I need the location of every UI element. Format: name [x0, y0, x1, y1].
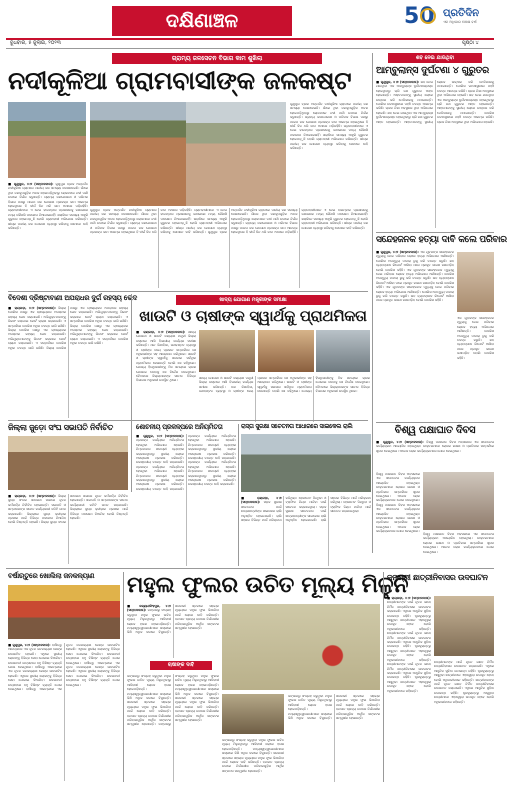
story1-side-cols	[290, 102, 368, 206]
story-right2-body	[376, 250, 454, 418]
story-bottom-center-body-3	[288, 694, 380, 782]
logo-text: ପ୍ରତିଦିନ	[443, 8, 479, 19]
story-bottom-center-body	[127, 604, 219, 658]
story1-photo-dry-field	[90, 102, 186, 206]
masthead-rule-bottom	[6, 48, 494, 49]
story-left2-text-2: ଜିଲ୍ଲା ପୋଲିସ ପକ୍ଷରୁ ଏକ ଚାଞ୍ଚଲ୍ୟକର ଅପରାଧର ରହସ୍ୟ ଭେଦ କରାଯାଇଛି। ଅଭିଯୁକ୍ତମାନଙ୍କୁ ଗିରଫ କରାଯାଇ କୋର୍ଟ ଚାଲାଣ କରାଯାଇଛି। ଏ ସମ୍ପର୍କରେ ପୋଲିସ ଅଧିକ ତଦନ୍ତ ଜାରି ରଖିଛି।	[8, 328, 66, 350]
story-c2-byline: ■ ଗୁଣୁପୁର, ୪।୭ (ସମ୍ବାଦଦାତା):	[136, 434, 184, 438]
story-left2-byline: ■ ରାୟଗଡ଼ା, ୪।୭ (ସମ୍ବାଦଦାତା):	[8, 306, 59, 310]
story-right1-text-3: ଶବ ନେଇ ଯାଉଥିବା ଏକ ଆମ୍ବୁଲାନ୍ସ ଦୁର୍ଘଟଣାଗ୍ରସ୍ତ ହୋଇଥିବାରୁ ଚାରି ଜଣ ଗୁରୁତର ଆହତ ହୋଇଛନ୍ତି। ଆହତମାନଙ୍କୁ ସ୍ଥାନୀୟ ଲୋକେ ଉଦ୍ଧାର କରି ମେଡିକାଲକୁ ପଠାଇଛନ୍ତି। ପୋଲିସ ଘଟଣାସ୍ଥଳରେ ପହଞ୍ଚି ତଦନ୍ତ ଆରମ୍ଭ କରିଛି। ଚାଳକ ନିଶା ଅବସ୍ଥାରେ ଥିବା ଅଭିଯୋଗ ହୋଇଛି।	[437, 93, 494, 124]
masthead-rule	[6, 38, 494, 40]
story-bottom-center-text-2: ଜଙ୍ଗଲରୁ ସଂଗ୍ରହ କରୁଥିବା ମହୁଲ ଫୁଲର ଉଚିତ ମୂଲ୍ୟ ମିଳୁନଥିବାରୁ ଆଦିବାସୀ ଲୋକେ ହତାଶ ହୋଇପଡ଼ିଛନ୍ତି। ମଧ୍ୟସ୍ୱତ୍ୱଭୋଗୀମାନେ ଶସ୍ତାରେ କିଣି ଅଧିକ ଦରରେ ବିକୁଛନ୍ତି। ସରକାରୀ ସ୍ତରରେ ସହାୟକ ମୂଲ୍ୟରେ ମହୁଲ ଫୁଲ କିଣାଯିବା ପାଇଁ ଲୋକେ ଦାବି କରିଛନ୍ତି। ବନଜାତ ଦ୍ରବ୍ୟ ଉପରେ ନିର୍ଭରଶୀଳ ପରିବାରଗୁଡ଼ିକ ଆର୍ଥିକ ସଙ୍କଟର ସମ୍ମୁଖୀନ ହେଉଛନ୍ତି।	[127, 674, 171, 727]
story-right1-headline: ଆମ୍ବୁଲାନ୍ସ ଦୁର୍ଘଟଣା ୪ ଗୁରୁତର	[376, 65, 489, 76]
story-center-photo-2	[258, 330, 314, 372]
story-c2-text-3: ପ୍ରକଳ୍ପ କାର୍ଯ୍ୟରେ ଅନିୟମିତତା ହେଉଥିବା ଅଭିଯୋଗ ହୋଇଛି। ନିମ୍ନମାନର ସାମଗ୍ରୀ ବ୍ୟବହାର କରାଯାଉଥିବାରୁ ସ୍ଥାନୀୟ ଲୋକେ ଅସନ୍ତୋଷ ପ୍ରକାଶ କରିଛନ୍ତି। ଉଚ୍ଚସ୍ତରୀୟ ତଦନ୍ତ ଦାବି କରାଯାଇଛି।	[188, 434, 236, 461]
story1-photo-landscape	[8, 102, 86, 178]
story-bottom-left-text-3: ବର୍ଷାଋତୁ ଆରମ୍ଭରେ ଏକ ନୂତନ ଜନକଳ୍ୟାଣ କେନ୍ଦ୍ର ଉଦଘାଟିତ ହୋଇଛି। ଏଥିରେ ସ୍ଥାନୀୟ ଲୋକଙ୍କୁ ବିଭିନ୍ନ ସେବା ଯୋଗାଇ ଦିଆଯିବ। ଉଦଘାଟନୀ ଉତ୍ସବରେ ବହୁ ବିଶିଷ୍ଟ ବ୍ୟକ୍ତି ଯୋଗ ଦେଇଥିଲେ।	[26, 643, 120, 692]
story-right1-text: ଶବ ନେଇ ଯାଉଥିବା ଏକ ଆମ୍ବୁଲାନ୍ସ ଦୁର୍ଘଟଣାଗ୍ରସ୍ତ ହୋଇଥିବାରୁ ଚାରି ଜଣ ଗୁରୁତର ଆହତ ହୋଇଛନ୍ତି। ଆହତମାନଙ୍କୁ ସ୍ଥାନୀୟ ଲୋକେ ଉଦ୍ଧାର କରି ମେଡିକାଲକୁ ପଠାଇଛନ୍ତି। ପୋଲିସ ଘଟଣାସ୍ଥଳରେ ପହଞ୍ଚି ତଦନ୍ତ ଆରମ୍ଭ କରିଛି। ଚାଳକ ନିଶା ଅବସ୍ଥାରେ ଥିବା ଅଭିଯୋଗ ହୋଇଛି।	[376, 80, 433, 115]
story1-body-continued: ଗୁଣୁପୁର ବ୍ଲକ ଅନ୍ତର୍ଗତ ନଦୀକୂଳିଆ ଗ୍ରାମରେ ପାନୀୟ ଜଳ ସମସ୍ୟା ଦେଖାଦେଇଛି। ଗାଁରେ ଥିବା ନଳକୂପଗୁଡ଼ିକ ଅଚଳ ହୋଇପଡ଼ିଥିବାରୁ ଲୋକମାନେ ନଦୀ ପାଣି ଉପରେ ନିର୍ଭର କରୁଛନ୍ତି। ଗ୍ରାମ୍ୟ ଜଳଯୋଗାଣ ଓ ପରିମଳ ବିଭାଗ ପକ୍ଷରୁ ପାଇପ ଜଳ ଯୋଗାଣ ପ୍ରକଳ୍ପ କାମ ଆରମ୍ଭ ହୋଇଥିଲେ ବି ଦୀର୍ଘ ଦିନ ଧରି କାମ ଅଧାରେ ପଡ଼ିରହିଛି। ଗ୍ରାମବାସୀମାନେ ଏ ନେଇ ବାରମ୍ବାର ପ୍ରଶାସନକୁ ଜଣାଇଲେ ମଧ୍ୟ କୌଣସି ପଦକ୍ଷେପ ନିଆଯାଇନାହିଁ। ଖରାଦିନେ ସମସ୍ୟା ଆହୁରି ଗୁରୁତର ହୋଇପଡ଼ୁଛି ବୋଲି ଗ୍ରାମବାସୀ ଅଭିଯୋଗ କରିଛନ୍ତି। ଶୀଘ୍ର ପାନୀୟ ଜଳ ଯୋଗାଣ ବ୍ୟବସ୍ଥା କରିବାକୁ ସେମାନେ ଦାବି କରିଛନ୍ତି।	[90, 208, 227, 235]
story-right2-side-text: ଏକ ଯୁବକଙ୍କ ସନ୍ଦେହଜନକ ମୃତ୍ୟୁକୁ ନେଇ ପରିବାର ଲୋକେ ହତ୍ୟା ଅଭିଯୋଗ ଆଣିଛନ୍ତି। ପୋଲିସ ଅପମୃତ୍ୟୁ ମାମଲା ରୁଜୁ କରି ତଦନ୍ତ କରୁଛି। ଶବ ବ୍ୟବଚ୍ଛେଦ ରିପୋର୍ଟ ଆସିବା ପରେ ପ୍ରକୃତ କାରଣ ଜଣାପଡ଼ିବ ବୋଲି ପୋଲିସ କହିଛି।	[457, 316, 494, 360]
c2-c3-divider	[238, 424, 239, 566]
story-bottom-right-text-4: ଛାତ୍ରୀମାନଙ୍କ ପାଇଁ ନୂତନ ଭାବେ ନିର୍ମିତ ଛାତ୍ରୀନିବାସର ଉଦଘାଟନ କରାଯାଇଛି। ଏଥିରେ ଆଧୁନିକ ସୁବିଧା ଉପଲବ୍ଧ ରହିଛି। ଦୂରଦୂରାନ୍ତରୁ ଆସୁଥିବା ଛାତ୍ରୀମାନେ ଏହାଦ୍ୱାରା ଉପକୃତ ହେବେ ବୋଲି ଅଧିକାରୀମାନେ କହିଛନ୍ତି।	[434, 660, 494, 682]
story-bottom-center-body-2	[127, 674, 219, 782]
story-center-photo-1	[199, 330, 255, 372]
story-right1-body	[376, 80, 494, 228]
story-bottom-right-byline: ■ ରାୟଗଡ଼ା, ୪।୭ (ସମ୍ବାଦଦାତା):	[387, 596, 431, 600]
story-right3-text-3: ବିଶ୍ୱ ପକ୍ଷାଘାତ ଦିବସ ଅବସରରେ ଏକ ସଚେତନତା କାର୍ଯ୍ୟକ୍ରମ ଆୟୋଜିତ ହୋଇଥିଲା। ଡାକ୍ତରମାନେ ରୋଗର ଲକ୍ଷଣ ଓ ପ୍ରତିକାର ସମ୍ପର୍କରେ ସୂଚନା ଦେଇଥିଲେ। ଅନେକ ଲୋକ କାର୍ଯ୍ୟକ୍ରମରେ ଯୋଗ ଦେଇଥିଲେ।	[376, 502, 420, 534]
story-left2-text-3: ଜିଲ୍ଲା ପୋଲିସ ପକ୍ଷରୁ ଏକ ଚାଞ୍ଚଲ୍ୟକର ଅପରାଧର ରହସ୍ୟ ଭେଦ କରାଯାଇଛି। ଅଭିଯୁକ୍ତମାନଙ୍କୁ ଗିରଫ କରାଯାଇ କୋର୍ଟ ଚାଲାଣ କରାଯାଇଛି। ଏ ସମ୍ପର୍କରେ ପୋଲିସ ଅଧିକ ତଦନ୍ତ ଜାରି ରଖିଛି।	[46, 306, 128, 350]
story-bottom-left-text-2: ବର୍ଷାଋତୁ ଆରମ୍ଭରେ ଏକ ନୂତନ ଜନକଳ୍ୟାଣ କେନ୍ଦ୍ର ଉଦଘାଟିତ ହୋଇଛି। ଏଥିରେ ସ୍ଥାନୀୟ ଲୋକଙ୍କୁ ବିଭିନ୍ନ ସେବା ଯୋଗାଇ ଦିଆଯିବ। ଉଦଘାଟନୀ ଉତ୍ସବରେ ବହୁ ବିଶିଷ୍ଟ ବ୍ୟକ୍ତି ଯୋଗ ଦେଇଥିଲେ।	[8, 665, 62, 692]
story1-kicker: ଗ୍ରାମ୍ୟ ଜଳସେଚନ ବିଭାଗ କାମ ଶୁଖିଲା	[112, 53, 322, 64]
right1-rule	[376, 232, 494, 233]
story-center-photo-3	[316, 330, 370, 372]
story1-photo-tank	[186, 102, 286, 206]
story1-body-text: ଗୁଣୁପୁର ବ୍ଲକ ଅନ୍ତର୍ଗତ ନଦୀକୂଳିଆ ଗ୍ରାମରେ ପାନୀୟ ଜଳ ସମସ୍ୟା ଦେଖାଦେଇଛି। ଗାଁରେ ଥିବା ନଳକୂପଗୁଡ଼ିକ ଅଚଳ ହୋଇପଡ଼ିଥିବାରୁ ଲୋକମାନେ ନଦୀ ପାଣି ଉପରେ ନିର୍ଭର କରୁଛନ୍ତି। ଗ୍ରାମ୍ୟ ଜଳଯୋଗାଣ ଓ ପରିମଳ ବିଭାଗ ପକ୍ଷରୁ ପାଇପ ଜଳ ଯୋଗାଣ ପ୍ରକଳ୍ପ କାମ ଆରମ୍ଭ ହୋଇଥିଲେ ବି ଦୀର୍ଘ ଦିନ ଧରି କାମ ଅଧାରେ ପଡ଼ିରହିଛି। ଗ୍ରାମବାସୀମାନେ ଏ ନେଇ ବାରମ୍ବାର ପ୍ରଶାସନକୁ ଜଣାଇଲେ ମଧ୍ୟ କୌଣସି ପଦକ୍ଷେପ ନିଆଯାଇନାହିଁ। ଖରାଦିନେ ସମସ୍ୟା ଆହୁରି ଗୁରୁତର ହୋଇପଡ଼ୁଛି ବୋଲି ଗ୍ରାମବାସୀ ଅଭିଯୋଗ କରିଛନ୍ତି। ଶୀଘ୍ର ପାନୀୟ ଜଳ ଯୋଗାଣ ବ୍ୟବସ୍ଥା କରିବାକୁ ସେମାନେ ଦାବି କରିଛନ୍ତି।	[8, 182, 88, 231]
story-left2-text: ଜିଲ୍ଲା ପୋଲିସ ପକ୍ଷରୁ ଏକ ଚାଞ୍ଚଲ୍ୟକର ଅପରାଧର ରହସ୍ୟ ଭେଦ କରାଯାଇଛି। ଅଭିଯୁକ୍ତମାନଙ୍କୁ ଗିରଫ କରାଯାଇ କୋର୍ଟ ଚାଲାଣ କରାଯାଇଛି। ଏ ସମ୍ପର୍କରେ ପୋଲିସ ଅଧିକ ତଦନ୍ତ ଜାରି ରଖିଛି।	[8, 306, 66, 328]
date-line: ବୁଧବାର, ୫ ଜୁଲାଇ, ୨୦୨୩	[10, 40, 61, 46]
story-right3-byline: ■ ଗୁଣୁପୁର, ୪।୭ (ସମ୍ବାଦଦାତା):	[376, 440, 427, 444]
story-right1-byline: ■ ଗୁଣୁପୁର, ୪।୭ (ସମ୍ବାଦଦାତା):	[376, 80, 421, 84]
story-center-byline: ■ ରାୟଗଡ଼ା, ୪।୭ (ସମ୍ବାଦଦାତା):	[136, 330, 189, 334]
story-bottom-right-text-5: ଛାତ୍ରୀମାନଙ୍କ ପାଇଁ ନୂତନ ଭାବେ ନିର୍ମିତ ଛାତ୍ରୀନିବାସର ଉଦଘାଟନ କରାଯାଇଛି। ଏଥିରେ ଆଧୁନିକ ସୁବିଧା ଉପଲବ୍ଧ ରହିଛି। ଦୂରଦୂରାନ୍ତରୁ ଆସୁଥିବା ଛାତ୍ରୀମାନେ ଏହାଦ୍ୱାରା ଉପକୃତ ହେବେ ବୋଲି ଅଧିକାରୀମାନେ କହିଛନ୍ତି।	[434, 677, 494, 704]
story-bottom-right-body-2	[434, 660, 494, 782]
story1-body	[8, 182, 88, 288]
story-bottom-center-headline: ମହୁଲ ଫୁଲର ଉଚିତ ମୂଲ୍ୟ ମିଳୁନି	[127, 573, 409, 598]
page-number: ପୃଷ୍ଠା ୪	[462, 40, 479, 46]
story-right3-body-top	[376, 440, 494, 470]
story-bottom-right-photo-hostel	[434, 596, 494, 656]
story-c2-headline: ଶୋଚନୀୟ ପ୍ରକଳ୍ପରେ ଅନିୟମିତତା	[136, 423, 223, 431]
story-center-headline: ଖାଉଟି ଓ ଚାଷୀଙ୍କ ସ୍ୱାର୍ଥକୁ ପ୍ରାଥମିକତା	[139, 307, 367, 325]
story-bottom-left-photo-banner	[8, 585, 120, 639]
story1-byline: ■ ଗୁଣୁପୁର, ୪।୭ (ସମ୍ବାଦଦାତା):	[8, 182, 56, 186]
story-c3-byline: ■ ରାୟଗଡ଼ା, ୪।୭ (ସମ୍ବାଦଦାତା):	[241, 496, 282, 505]
story-right2-side	[457, 316, 494, 418]
bottom-rule	[6, 568, 494, 569]
left-rule-1	[8, 291, 368, 292]
story-c3-headline: ରାସ୍ତା ସୁରକ୍ଷା ସଚେତନତା ଆଧାରରେ ସାଇକେଲ ରାଲି	[241, 423, 353, 430]
story-right2-headline: ସନ୍ଦେହଜନକ ହତ୍ୟା ଦାବି କଲେ ପରିବାର	[376, 235, 507, 245]
bottom-divider-1	[123, 572, 124, 782]
story-bottom-center-text-3: ଜଙ୍ଗଲରୁ ସଂଗ୍ରହ କରୁଥିବା ମହୁଲ ଫୁଲର ଉଚିତ ମୂଲ୍ୟ ମିଳୁନଥିବାରୁ ଆଦିବାସୀ ଲୋକେ ହତାଶ ହୋଇପଡ଼ିଛନ୍ତି। ମଧ୍ୟସ୍ୱତ୍ୱଭୋଗୀମାନେ ଶସ୍ତାରେ କିଣି ଅଧିକ ଦରରେ ବିକୁଛନ୍ତି। ସରକାରୀ ସ୍ତରରେ ସହାୟକ ମୂଲ୍ୟରେ ମହୁଲ ଫୁଲ କିଣାଯିବା ପାଇଁ ଲୋକେ ଦାବି କରିଛନ୍ତି। ବନଜାତ ଦ୍ରବ୍ୟ ଉପରେ ନିର୍ଭରଶୀଳ ପରିବାରଗୁଡ଼ିକ ଆର୍ଥିକ ସଙ୍କଟର ସମ୍ମୁଖୀନ ହେଉଛନ୍ତି।	[158, 674, 219, 727]
story-left2-body	[8, 306, 128, 418]
story-bottom-right-text-3: ଛାତ୍ରୀମାନଙ୍କ ପାଇଁ ନୂତନ ଭାବେ ନିର୍ମିତ ଛାତ୍ରୀନିବାସର ଉଦଘାଟନ କରାଯାଇଛି। ଏଥିରେ ଆଧୁନିକ ସୁବିଧା ଉପଲବ୍ଧ ରହିଛି। ଦୂରଦୂରାନ୍ତରୁ ଆସୁଥିବା ଛାତ୍ରୀମାନେ ଏହାଦ୍ୱାରା ଉପକୃତ ହେବେ ବୋଲି ଅଧିକାରୀମାନେ କହିଛନ୍ତି।	[387, 662, 431, 693]
story-center-body-cols	[199, 376, 370, 422]
center-divider	[131, 294, 132, 492]
story-bottom-center-text: ଜଙ୍ଗଲରୁ ସଂଗ୍ରହ କରୁଥିବା ମହୁଲ ଫୁଲର ଉଚିତ ମୂଲ୍ୟ ମିଳୁନଥିବାରୁ ଆଦିବାସୀ ଲୋକେ ହତାଶ ହୋଇପଡ଼ିଛନ୍ତି। ମଧ୍ୟସ୍ୱତ୍ୱଭୋଗୀମାନେ ଶସ୍ତାରେ କିଣି ଅଧିକ ଦରରେ ବିକୁଛନ୍ତି। ସରକାରୀ ସ୍ତରରେ ସହାୟକ ମୂଲ୍ୟରେ ମହୁଲ ଫୁଲ କିଣାଯିବା ପାଇଁ ଲୋକେ ଦାବି କରିଛନ୍ତି। ବନଜାତ ଦ୍ରବ୍ୟ ଉପରେ ନିର୍ଭରଶୀଳ ପରିବାରଗୁଡ଼ିକ ଆର୍ଥିକ ସଙ୍କଟର ସମ୍ମୁଖୀନ ହେଉଛନ୍ତି।	[127, 604, 219, 635]
story-right2-text-3: ଏକ ଯୁବକଙ୍କ ସନ୍ଦେହଜନକ ମୃତ୍ୟୁକୁ ନେଇ ପରିବାର ଲୋକେ ହତ୍ୟା ଅଭିଯୋଗ ଆଣିଛନ୍ତି। ପୋଲିସ ଅପମୃତ୍ୟୁ ମାମଲା ରୁଜୁ କରି ତଦନ୍ତ କରୁଛି। ଶବ ବ୍ୟବଚ୍ଛେଦ ରିପୋର୍ଟ ଆସିବା ପରେ ପ୍ରକୃତ କାରଣ ଜଣାପଡ଼ିବ ବୋଲି ପୋଲିସ କହିଛି।	[376, 285, 454, 303]
story-bottom-center-text-5: ଜଙ୍ଗଲରୁ ସଂଗ୍ରହ କରୁଥିବା ମହୁଲ ଫୁଲର ଉଚିତ ମୂଲ୍ୟ ମିଳୁନଥିବାରୁ ଆଦିବାସୀ ଲୋକେ ହତାଶ ହୋଇପଡ଼ିଛନ୍ତି। ମଧ୍ୟସ୍ୱତ୍ୱଭୋଗୀମାନେ ଶସ୍ତାରେ କିଣି ଅଧିକ ଦରରେ ବିକୁଛନ୍ତି। ସରକାରୀ ସ୍ତରରେ ସହାୟକ ମୂଲ୍ୟରେ ମହୁଲ ଫୁଲ କିଣାଯିବା ପାଇଁ ଲୋକେ ଦାବି କରିଛନ୍ତି। ବନଜାତ ଦ୍ରବ୍ୟ ଉପରେ ନିର୍ଭରଶୀଳ ପରିବାରଗୁଡ଼ିକ ଆର୍ଥିକ ସଙ୍କଟର ସମ୍ମୁଖୀନ ହେଉଛନ୍ତି।	[222, 738, 284, 773]
story-c3-text: ସଡ଼କ ସୁରକ୍ଷା ସଚେତନତା ପାଇଁ ଛାତ୍ରଛାତ୍ରୀଙ୍କ ସାଇକେଲ ରାଲି ଅନୁଷ୍ଠିତ ହୋଇଯାଇଛି। ରାଲି ସହରର ବିଭିନ୍ନ ମାର୍ଗ ପରିକ୍ରମା କରିଥିଲା। ହେଲମେଟ ପିନ୍ଧିବା ଓ ଟ୍ରାଫିକ ନିୟମ ମାନିବା ପାଇଁ ସଚେତନ କରାଯାଇଥିଲା।	[241, 496, 327, 523]
story-right3-body-left	[376, 472, 420, 566]
story-bottom-right-body	[387, 596, 431, 782]
story-bottom-left-body	[8, 643, 120, 781]
story-bottom-right-text: ଛାତ୍ରୀମାନଙ୍କ ପାଇଁ ନୂତନ ଭାବେ ନିର୍ମିତ ଛାତ୍ରୀନିବାସର ଉଦଘାଟନ କରାଯାଇଛି। ଏଥିରେ ଆଧୁନିକ ସୁବିଧା ଉପଲବ୍ଧ ରହିଛି। ଦୂରଦୂରାନ୍ତରୁ ଆସୁଥିବା ଛାତ୍ରୀମାନେ ଏହାଦ୍ୱାରା ଉପକୃତ ହେବେ ବୋଲି ଅଧିକାରୀମାନେ କହିଛନ୍ତି।	[387, 600, 431, 631]
story-bottom-center-body-4	[222, 738, 284, 782]
story-bottom-left-byline: ■ ଗୁଣୁପୁର, ୪।୭ (ସମ୍ବାଦଦାତା):	[8, 643, 52, 647]
story-bottom-left-text-4: ବର୍ଷାଋତୁ ଆରମ୍ଭରେ ଏକ ନୂତନ ଜନକଳ୍ୟାଣ କେନ୍ଦ୍ର ଉଦଘାଟିତ ହୋଇଛି। ଏଥିରେ ସ୍ଥାନୀୟ ଲୋକଙ୍କୁ ବିଭିନ୍ନ ସେବା ଯୋଗାଇ ଦିଆଯିବ। ଉଦଘାଟନୀ ଉତ୍ସବରେ ବହୁ ବିଶିଷ୍ଟ ବ୍ୟକ୍ତି ଯୋଗ ଦେଇଥିଲେ।	[66, 660, 120, 687]
story-right2-text: ଏକ ଯୁବକଙ୍କ ସନ୍ଦେହଜନକ ମୃତ୍ୟୁକୁ ନେଇ ପରିବାର ଲୋକେ ହତ୍ୟା ଅଭିଯୋଗ ଆଣିଛନ୍ତି। ପୋଲିସ ଅପମୃତ୍ୟୁ ମାମଲା ରୁଜୁ କରି ତଦନ୍ତ କରୁଛି। ଶବ ବ୍ୟବଚ୍ଛେଦ ରିପୋର୍ଟ ଆସିବା ପରେ ପ୍ରକୃତ କାରଣ ଜଣାପଡ଼ିବ ବୋଲି ପୋଲିସ କହିଛି।	[376, 250, 454, 272]
story-right3-headline: ବିଶ୍ୱ ପକ୍ଷାଘାତ ଦିବସ	[394, 425, 476, 436]
right-col-divider	[372, 53, 373, 553]
story-left3-photo-group	[8, 436, 128, 490]
story-c2-body	[136, 434, 236, 566]
story-bottom-left-headline: ବର୍ଷାଋତୁରେ ଖୋଲିଲା ଜନକଳ୍ୟାଣ	[8, 572, 95, 580]
story-bottom-right-text-2: ଛାତ୍ରୀମାନଙ୍କ ପାଇଁ ନୂତନ ଭାବେ ନିର୍ମିତ ଛାତ୍ରୀନିବାସର ଉଦଘାଟନ କରାଯାଇଛି। ଏଥିରେ ଆଧୁନିକ ସୁବିଧା ଉପଲବ୍ଧ ରହିଛି। ଦୂରଦୂରାନ୍ତରୁ ଆସୁଥିବା ଛାତ୍ରୀମାନେ ଏହାଦ୍ୱାରା ଉପକୃତ ହେବେ ବୋଲି ଅଧିକାରୀମାନେ କହିଛନ୍ତି।	[387, 631, 431, 662]
story-right3-text-2: ବିଶ୍ୱ ପକ୍ଷାଘାତ ଦିବସ ଅବସରରେ ଏକ ସଚେତନତା କାର୍ଯ୍ୟକ୍ରମ ଆୟୋଜିତ ହୋଇଥିଲା। ଡାକ୍ତରମାନେ ରୋଗର ଲକ୍ଷଣ ଓ ପ୍ରତିକାର ସମ୍ପର୍କରେ ସୂଚନା ଦେଇଥିଲେ। ଅନେକ ଲୋକ କାର୍ଯ୍ୟକ୍ରମରେ ଯୋଗ ଦେଇଥିଲେ।	[376, 472, 420, 503]
story-c3-text-2: ସଡ଼କ ସୁରକ୍ଷା ସଚେତନତା ପାଇଁ ଛାତ୍ରଛାତ୍ରୀଙ୍କ ସାଇକେଲ ରାଲି ଅନୁଷ୍ଠିତ ହୋଇଯାଇଛି। ରାଲି ସହରର ବିଭିନ୍ନ ମାର୍ଗ ପରିକ୍ରମା କରିଥିଲା। ହେଲମେଟ ପିନ୍ଧିବା ଓ ଟ୍ରାଫିକ ନିୟମ ମାନିବା ପାଇଁ ସଚେତନ କରାଯାଇଥିଲା।	[285, 496, 371, 523]
story-center-text-2: ଖାଦ୍ୟ ଯୋଗାଣ ଓ ଖାଉଟି କଲ୍ୟାଣ ମନ୍ତ୍ରୀ ଜିଲ୍ଲା ଗସ୍ତରେ ଆସି ବିଭାଗୀୟ କାର୍ଯ୍ୟର ସମୀକ୍ଷା କରିଛନ୍ତି। ଧାନ କିଣାବିକା, ଗଣବଣ୍ଟନ ବ୍ୟବସ୍ଥା ଓ ଚାଷୀଙ୍କ ଦେୟ ପ୍ରଦାନ ସମ୍ପର୍କରେ ସେ ଅଧିକାରୀଙ୍କ ସହ ଆଲୋଚନା କରିଥିଲେ। ଖାଉଟି ଓ ଚାଷୀଙ୍କ ସ୍ୱାର୍ଥକୁ ସରକାର ସର୍ବାଧିକ ପ୍ରାଥମିକତା ଦେଉଛନ୍ତି ବୋଲି ସେ କହିଥିଲେ। ଯୋଗ୍ୟ ହିତାଧିକାରୀଙ୍କୁ ଠିକ ସମୟରେ ଚାଉଳ ଯୋଗାଇ ଦେବାକୁ ସେ ନିର୍ଦ୍ଦେଶ ଦେଇଥିଲେ। ବୈଠକରେ ଜିଲ୍ଲାପାଳଙ୍କ ସମେତ ବିଭିନ୍ନ ବିଭାଗର ଅଧିକାରୀ ଉପସ୍ଥିତ ଥିଲେ।	[199, 376, 370, 394]
story-left3-text: ଜିଲ୍ଲା ଜୁଡ଼ୋ ସଂଘର ସାଧାରଣ ସଭାରେ ନୂତନ କର୍ମକର୍ତ୍ତା ନିର୍ବାଚିତ ହୋଇଛନ୍ତି। ସଭାପତି ଓ ସମ୍ପାଦକଙ୍କ ସମେତ କାର୍ଯ୍ୟକାରୀ କମିଟି ଗଠନ କରାଯାଇଛି। ଜିଲ୍ଲାରେ ଜୁଡ଼ୋ କ୍ରୀଡ଼ାର ପ୍ରସାର ପାଇଁ ବିଭିନ୍ନ ପଦକ୍ଷେପ ନିଆଯିବ ବୋଲି ନିଷ୍ପତ୍ତି ହୋଇଛି।	[8, 494, 66, 525]
section-title: ଦକ୍ଷିଣାଞ୍ଚଳ	[165, 10, 239, 32]
story-center-body-left	[136, 330, 196, 422]
story-c2-text-2: ପ୍ରକଳ୍ପ କାର୍ଯ୍ୟରେ ଅନିୟମିତତା ହେଉଥିବା ଅଭିଯୋଗ ହୋଇଛି। ନିମ୍ନମାନର ସାମଗ୍ରୀ ବ୍ୟବହାର କରାଯାଉଥିବାରୁ ସ୍ଥାନୀୟ ଲୋକେ ଅସନ୍ତୋଷ ପ୍ରକାଶ କରିଛନ୍ତି। ଉଚ୍ଚସ୍ତରୀୟ ତଦନ୍ତ ଦାବି କରାଯାଇଛି।	[136, 464, 184, 491]
logo-tagline: ଏକ ଅଧିକାର ପଞ୍ଚାଶ ବର୍ଷ	[443, 20, 477, 24]
story-right3-body-right	[423, 532, 494, 566]
story1-side-text: ଗୁଣୁପୁର ବ୍ଲକ ଅନ୍ତର୍ଗତ ନଦୀକୂଳିଆ ଗ୍ରାମରେ ପାନୀୟ ଜଳ ସମସ୍ୟା ଦେଖାଦେଇଛି। ଗାଁରେ ଥିବା ନଳକୂପଗୁଡ଼ିକ ଅଚଳ ହୋଇପଡ଼ିଥିବାରୁ ଲୋକମାନେ ନଦୀ ପାଣି ଉପରେ ନିର୍ଭର କରୁଛନ୍ତି। ଗ୍ରାମ୍ୟ ଜଳଯୋଗାଣ ଓ ପରିମଳ ବିଭାଗ ପକ୍ଷରୁ ପାଇପ ଜଳ ଯୋଗାଣ ପ୍ରକଳ୍ପ କାମ ଆରମ୍ଭ ହୋଇଥିଲେ ବି ଦୀର୍ଘ ଦିନ ଧରି କାମ ଅଧାରେ ପଡ଼ିରହିଛି। ଗ୍ରାମବାସୀମାନେ ଏ ନେଇ ବାରମ୍ବାର ପ୍ରଶାସନକୁ ଜଣାଇଲେ ମଧ୍ୟ କୌଣସି ପଦକ୍ଷେପ ନିଆଯାଇନାହିଁ। ଖରାଦିନେ ସମସ୍ୟା ଆହୁରି ଗୁରୁତର ହୋଇପଡ଼ୁଛି ବୋଲି ଗ୍ରାମବାସୀ ଅଭିଯୋଗ କରିଛନ୍ତି। ଶୀଘ୍ର ପାନୀୟ ଜଳ ଯୋଗାଣ ବ୍ୟବସ୍ଥା କରିବାକୁ ସେମାନେ ଦାବି କରିଛନ୍ତି।	[290, 102, 368, 151]
story-bottom-center-subkicker: ଚାଷୀଙ୍କ ଦାବି	[150, 661, 212, 670]
right2-rule	[376, 422, 494, 423]
story-right1-text-2: ଶବ ନେଇ ଯାଉଥିବା ଏକ ଆମ୍ବୁଲାନ୍ସ ଦୁର୍ଘଟଣାଗ୍ରସ୍ତ ହୋଇଥିବାରୁ ଚାରି ଜଣ ଗୁରୁତର ଆହତ ହୋଇଛନ୍ତି। ଆହତମାନଙ୍କୁ ସ୍ଥାନୀୟ ଲୋକେ ଉଦ୍ଧାର କରି ମେଡିକାଲକୁ ପଠାଇଛନ୍ତି। ପୋଲିସ ଘଟଣାସ୍ଥଳରେ ପହଞ୍ଚି ତଦନ୍ତ ଆରମ୍ଭ କରିଛି। ଚାଳକ ନିଶା ଅବସ୍ଥାରେ ଥିବା ଅଭିଯୋଗ ହୋଇଛି।	[376, 80, 494, 124]
story-center-kicker: ଖାଦ୍ୟ ଯୋଗାଣ ମନ୍ତ୍ରୀଙ୍କ ସମୀକ୍ଷା	[176, 295, 330, 305]
story-left3-text-2: ଜିଲ୍ଲା ଜୁଡ଼ୋ ସଂଘର ସାଧାରଣ ସଭାରେ ନୂତନ କର୍ମକର୍ତ୍ତା ନିର୍ବାଚିତ ହୋଇଛନ୍ତି। ସଭାପତି ଓ ସମ୍ପାଦକଙ୍କ ସମେତ କାର୍ଯ୍ୟକାରୀ କମିଟି ଗଠନ କରାଯାଇଛି। ଜିଲ୍ଲାରେ ଜୁଡ଼ୋ କ୍ରୀଡ଼ାର ପ୍ରସାର ପାଇଁ ବିଭିନ୍ନ ପଦକ୍ଷେପ ନିଆଯିବ ବୋଲି ନିଷ୍ପତ୍ତି ହୋଇଛି।	[40, 494, 128, 525]
story-center-text: ଖାଦ୍ୟ ଯୋଗାଣ ଓ ଖାଉଟି କଲ୍ୟାଣ ମନ୍ତ୍ରୀ ଜିଲ୍ଲା ଗସ୍ତରେ ଆସି ବିଭାଗୀୟ କାର୍ଯ୍ୟର ସମୀକ୍ଷା କରିଛନ୍ତି। ଧାନ କିଣାବିକା, ଗଣବଣ୍ଟନ ବ୍ୟବସ୍ଥା ଓ ଚାଷୀଙ୍କ ଦେୟ ପ୍ରଦାନ ସମ୍ପର୍କରେ ସେ ଅଧିକାରୀଙ୍କ ସହ ଆଲୋଚନା କରିଥିଲେ। ଖାଉଟି ଓ ଚାଷୀଙ୍କ ସ୍ୱାର୍ଥକୁ ସରକାର ସର୍ବାଧିକ ପ୍ରାଥମିକତା ଦେଉଛନ୍ତି ବୋଲି ସେ କହିଥିଲେ। ଯୋଗ୍ୟ ହିତାଧିକାରୀଙ୍କୁ ଠିକ ସମୟରେ ଚାଉଳ ଯୋଗାଇ ଦେବାକୁ ସେ ନିର୍ଦ୍ଦେଶ ଦେଇଥିଲେ। ବୈଠକରେ ଜିଲ୍ଲାପାଳଙ୍କ ସମେତ ବିଭିନ୍ନ ବିଭାଗର ଅଧିକାରୀ ଉପସ୍ଥିତ ଥିଲେ।	[136, 330, 196, 383]
story-left3-headline: ଜିଲ୍ଲା ଜୁଡ଼ୋ ସଂଘ ସଭାପତି ନିର୍ବାଚିତ	[8, 423, 113, 432]
story-bottom-center-photo-collector	[222, 694, 284, 734]
story-bottom-center-byline: ■ କଳ୍ୟାଣସିଂହପୁର, ୪।୭ (ସମ୍ବାଦଦାତା):	[127, 604, 171, 613]
story-left2-headline: ବିଦେଶୀ ଦ୍ରିଷ୍ଟାବାଣୀ ଅପରାଧର ଦୁର୍ଗ ରହସ୍ୟ ଭେଦ	[8, 294, 137, 302]
story-bottom-center-text-4: ଜଙ୍ଗଲରୁ ସଂଗ୍ରହ କରୁଥିବା ମହୁଲ ଫୁଲର ଉଚିତ ମୂଲ୍ୟ ମିଳୁନଥିବାରୁ ଆଦିବାସୀ ଲୋକେ ହତାଶ ହୋଇପଡ଼ିଛନ୍ତି। ମଧ୍ୟସ୍ୱତ୍ୱଭୋଗୀମାନେ ଶସ୍ତାରେ କିଣି ଅଧିକ ଦରରେ ବିକୁଛନ୍ତି। ସରକାରୀ ସ୍ତରରେ ସହାୟକ ମୂଲ୍ୟରେ ମହୁଲ ଫୁଲ କିଣାଯିବା ପାଇଁ ଲୋକେ ଦାବି କରିଛନ୍ତି। ବନଜାତ ଦ୍ରବ୍ୟ ଉପରେ ନିର୍ଭରଶୀଳ ପରିବାରଗୁଡ଼ିକ ଆର୍ଥିକ ସଙ୍କଟର ସମ୍ମୁଖୀନ ହେଉଛନ୍ତି।	[288, 694, 380, 721]
story-left3-body	[8, 494, 128, 564]
story-right3-text: ବିଶ୍ୱ ପକ୍ଷାଘାତ ଦିବସ ଅବସରରେ ଏକ ସଚେତନତା କାର୍ଯ୍ୟକ୍ରମ ଆୟୋଜିତ ହୋଇଥିଲା। ଡାକ୍ତରମାନେ ରୋଗର ଲକ୍ଷଣ ଓ ପ୍ରତିକାର ସମ୍ପର୍କରେ ସୂଚନା ଦେଇଥିଲେ। ଅନେକ ଲୋକ କାର୍ଯ୍ୟକ୍ରମରେ ଯୋଗ ଦେଇଥିଲେ।	[376, 440, 494, 453]
story-c3-photo-cycle-rally	[241, 434, 371, 492]
logo-ring-icon	[420, 8, 436, 24]
bottom-divider-2	[383, 572, 384, 782]
story1-body-continued-2: ଗୁଣୁପୁର ବ୍ଲକ ଅନ୍ତର୍ଗତ ନଦୀକୂଳିଆ ଗ୍ରାମରେ ପାନୀୟ ଜଳ ସମସ୍ୟା ଦେଖାଦେଇଛି। ଗାଁରେ ଥିବା ନଳକୂପଗୁଡ଼ିକ ଅଚଳ ହୋଇପଡ଼ିଥିବାରୁ ଲୋକମାନେ ନଦୀ ପାଣି ଉପରେ ନିର୍ଭର କରୁଛନ୍ତି। ଗ୍ରାମ୍ୟ ଜଳଯୋଗାଣ ଓ ପରିମଳ ବିଭାଗ ପକ୍ଷରୁ ପାଇପ ଜଳ ଯୋଗାଣ ପ୍ରକଳ୍ପ କାମ ଆରମ୍ଭ ହୋଇଥିଲେ ବି ଦୀର୍ଘ ଦିନ ଧରି କାମ ଅଧାରେ ପଡ଼ିରହିଛି। ଗ୍ରାମବାସୀମାନେ ଏ ନେଇ ବାରମ୍ବାର ପ୍ରଶାସନକୁ ଜଣାଇଲେ ମଧ୍ୟ କୌଣସି ପଦକ୍ଷେପ ନିଆଯାଇନାହିଁ। ଖରାଦିନେ ସମସ୍ୟା ଆହୁରି ଗୁରୁତର ହୋଇପଡ଼ୁଛି ବୋଲି ଗ୍ରାମବାସୀ ଅଭିଯୋଗ କରିଛନ୍ତି। ଶୀଘ୍ର ପାନୀୟ ଜଳ ଯୋଗାଣ ବ୍ୟବସ୍ଥା କରିବାକୁ ସେମାନେ ଦାବି କରିଛନ୍ତି।	[207, 208, 368, 235]
story-left2-text-4: ଜିଲ୍ଲା ପୋଲିସ ପକ୍ଷରୁ ଏକ ଚାଞ୍ଚଲ୍ୟକର ଅପରାଧର ରହସ୍ୟ ଭେଦ କରାଯାଇଛି। ଅଭିଯୁକ୍ତମାନଙ୍କୁ ଗିରଫ କରାଯାଇ କୋର୍ଟ ଚାଲାଣ କରାଯାଇଛି। ଏ ସମ୍ପର୍କରେ ପୋଲିସ ଅଧିକ ତଦନ୍ତ ଜାରି ରଖିଛି।	[70, 323, 128, 346]
left-rule-2	[8, 420, 368, 421]
story-c3-body	[241, 496, 371, 566]
story-c2-text-4: ପ୍ରକଳ୍ପ କାର୍ଯ୍ୟରେ ଅନିୟମିତତା ହେଉଥିବା ଅଭିଯୋଗ ହୋଇଛି। ନିମ୍ନମାନର ସାମଗ୍ରୀ ବ୍ୟବହାର କରାଯାଉଥିବାରୁ ସ୍ଥାନୀୟ ଲୋକେ ଅସନ୍ତୋଷ ପ୍ରକାଶ କରିଛନ୍ତି। ଉଚ୍ଚସ୍ତରୀୟ ତଦନ୍ତ ଦାବି କରାଯାଇଛି।	[188, 460, 236, 487]
story-right2-byline: ■ ଗୁଣୁପୁର, ୪।୭ (ସମ୍ବାଦଦାତା):	[376, 250, 421, 254]
logo-50: 50	[404, 4, 435, 29]
story1-body-cols	[90, 208, 368, 288]
story-right1-kicker: ଶବ ନେଇ ଯାଉଥିବା	[388, 53, 482, 63]
story-left3-byline: ■ ରାୟଗଡ଼ା, ୪।୭ (ସମ୍ବାଦଦାତା):	[8, 494, 59, 498]
story-right3-text-4: ବିଶ୍ୱ ପକ୍ଷାଘାତ ଦିବସ ଅବସରରେ ଏକ ସଚେତନତା କାର୍ଯ୍ୟକ୍ରମ ଆୟୋଜିତ ହୋଇଥିଲା। ଡାକ୍ତରମାନେ ରୋଗର ଲକ୍ଷଣ ଓ ପ୍ରତିକାର ସମ୍ପର୍କରେ ସୂଚନା ଦେଇଥିଲେ। ଅନେକ ଲୋକ କାର୍ଯ୍ୟକ୍ରମରେ ଯୋଗ ଦେଇଥିଲେ।	[423, 532, 494, 554]
story1-headline: ନଦୀକୂଳିଆ ଗ୍ରାମବାସୀଙ୍କ ଜଳକଷ୍ଟ	[8, 66, 352, 95]
story-bottom-right-headline: ଜନଶ୍ରୀ ଛାତ୍ରୀନିବାସର ଉଦଘାଟନ	[387, 573, 488, 582]
story-bottom-center-photo-flowers	[222, 604, 380, 690]
story-c2-text: ପ୍ରକଳ୍ପ କାର୍ଯ୍ୟରେ ଅନିୟମିତତା ହେଉଥିବା ଅଭିଯୋଗ ହୋଇଛି। ନିମ୍ନମାନର ସାମଗ୍ରୀ ବ୍ୟବହାର କରାଯାଉଥିବାରୁ ସ୍ଥାନୀୟ ଲୋକେ ଅସନ୍ତୋଷ ପ୍ରକାଶ କରିଛନ୍ତି। ଉଚ୍ଚସ୍ତରୀୟ ତଦନ୍ତ ଦାବି କରାଯାଇଛି।	[136, 438, 184, 465]
story-right3-photo-medical	[423, 472, 494, 530]
story-bottom-left-text: ବର୍ଷାଋତୁ ଆରମ୍ଭରେ ଏକ ନୂତନ ଜନକଳ୍ୟାଣ କେନ୍ଦ୍ର ଉଦଘାଟିତ ହୋଇଛି। ଏଥିରେ ସ୍ଥାନୀୟ ଲୋକଙ୍କୁ ବିଭିନ୍ନ ସେବା ଯୋଗାଇ ଦିଆଯିବ। ଉଦଘାଟନୀ ଉତ୍ସବରେ ବହୁ ବିଶିଷ୍ଟ ବ୍ୟକ୍ତି ଯୋଗ ଦେଇଥିଲେ।	[8, 643, 62, 670]
story-right2-text-2: ଏକ ଯୁବକଙ୍କ ସନ୍ଦେହଜନକ ମୃତ୍ୟୁକୁ ନେଇ ପରିବାର ଲୋକେ ହତ୍ୟା ଅଭିଯୋଗ ଆଣିଛନ୍ତି। ପୋଲିସ ଅପମୃତ୍ୟୁ ମାମଲା ରୁଜୁ କରି ତଦନ୍ତ କରୁଛି। ଶବ ବ୍ୟବଚ୍ଛେଦ ରିପୋର୍ଟ ଆସିବା ପରେ ପ୍ରକୃତ କାରଣ ଜଣାପଡ଼ିବ ବୋଲି ପୋଲିସ କହିଛି।	[376, 267, 454, 290]
story-right2-photo-portrait	[457, 252, 494, 312]
